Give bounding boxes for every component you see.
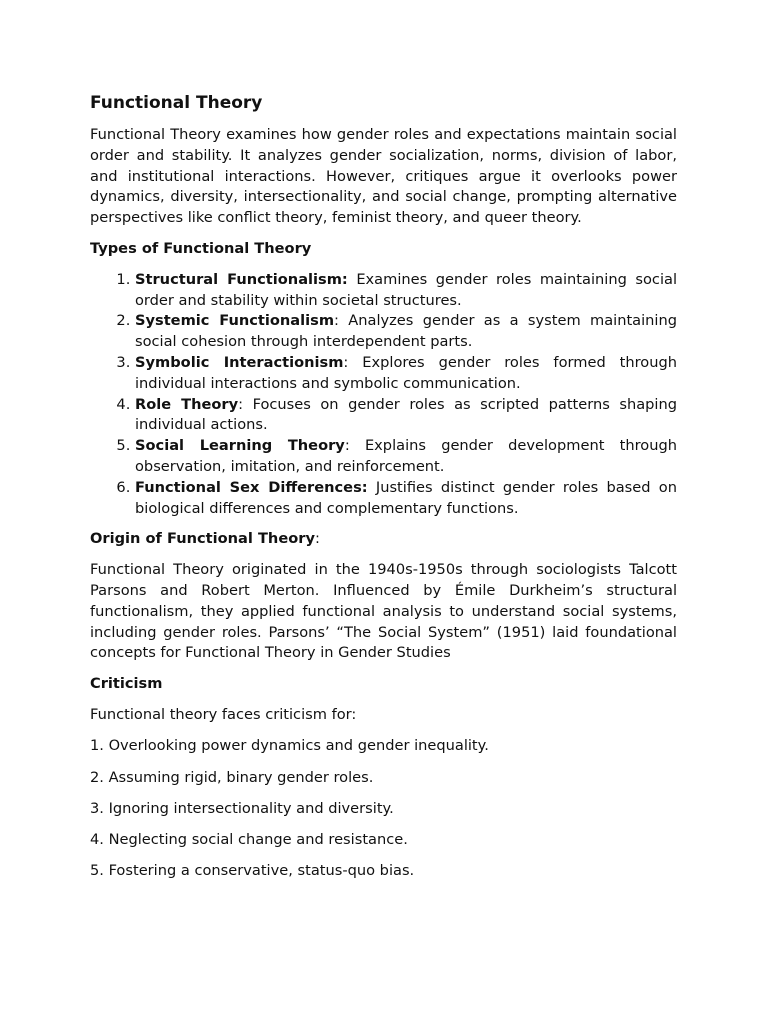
- intro-paragraph: Functional Theory examines how gender roles and expectations maintain social order and stability. It analyzes gender socialization, norms, division of labor, and institutional interactions. However, critiques argue it overlooks power dynamics, diversity, intersectionality, and social change, prompting alternative perspectives like conflict theory, feminist theory, and queer theory.: [90, 126, 677, 227]
- criticism-item: 2. Assuming rigid, binary gender roles.: [90, 768, 374, 786]
- type-description: Examines gender roles maintaining social order and stability within societal structures.: [135, 270, 677, 309]
- type-description: : Analyzes gender as a system maintaining social cohesion through interdependent parts.: [135, 312, 677, 351]
- type-term: Symbolic Interactionism: [135, 353, 344, 371]
- list-item: [135, 353, 677, 395]
- type-description: : Explains gender development through observation, imitation, and reinforcement.: [135, 437, 677, 475]
- type-description: Justifies distinct gender roles based on biological differences and complementary functions.: [135, 478, 677, 517]
- document-title: Functional Theory: [90, 93, 263, 113]
- criticism-item: 3. Ignoring intersectionality and diversity.: [90, 799, 394, 817]
- origin-heading: [90, 529, 677, 550]
- list-item: [135, 436, 677, 478]
- criticism-item: 1. Overlooking power dynamics and gender inequality.: [90, 737, 489, 755]
- type-term: Role Theory: [135, 395, 239, 413]
- origin-heading-text: Origin of Functional Theory: [90, 530, 315, 548]
- type-term: Systemic Functionalism: [135, 312, 335, 330]
- type-description: : Explores gender roles formed through individual interactions and symbolic communication.: [135, 353, 677, 392]
- origin-heading-colon: :: [314, 530, 320, 548]
- criticism-intro: Functional theory faces criticism for:: [90, 705, 357, 723]
- document-page: [90, 91, 677, 893]
- types-list: [90, 270, 677, 520]
- type-term: Social Learning Theory: [135, 437, 345, 455]
- origin-paragraph: Functional Theory originated in the 1940s-1950s through sociologists Talcott Parsons and Robert Merton. Influenced by Émile Durkheim’s structural functionalism, they applied functional analysis to understand social systems, including gender roles. Parsons’ “The Social System” (1951) laid foundational concepts for Functional Theory in Gender Studies: [90, 561, 677, 662]
- type-term: Functional Sex Differences:: [135, 478, 368, 496]
- type-term: Structural Functionalism:: [135, 270, 348, 288]
- types-heading: Types of Functional Theory: [90, 239, 312, 257]
- list-item: [135, 395, 677, 437]
- criticism-item: 4. Neglecting social change and resistance.: [90, 831, 408, 849]
- list-item: [135, 270, 677, 312]
- criticism-heading: Criticism: [90, 675, 163, 693]
- list-item: [135, 311, 677, 353]
- list-item: [135, 478, 677, 520]
- type-description: : Focuses on gender roles as scripted patterns shaping individual actions.: [135, 395, 677, 434]
- criticism-item: 5. Fostering a conservative, status-quo bias.: [90, 862, 415, 880]
